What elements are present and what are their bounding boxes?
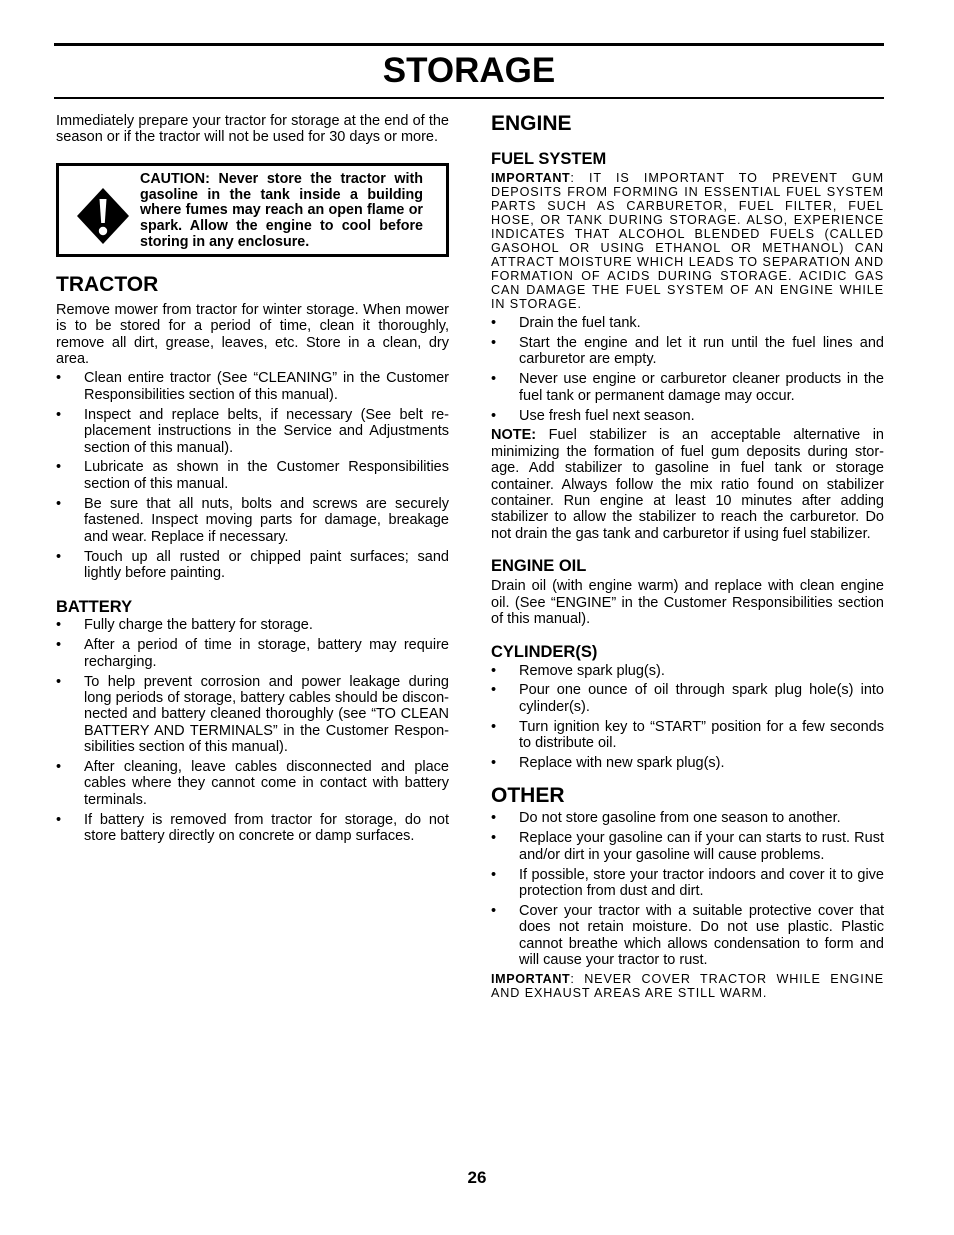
page-title: STORAGE xyxy=(382,51,556,90)
list-item: • Drain the fuel tank. xyxy=(491,315,641,331)
list-item: • Fully charge the battery for storage. xyxy=(56,617,313,634)
caution-text: CAUTION: Never store the tractor with gasoline in the tank inside a building where fumes may reach an open flame or spark. Allow the engine to cool before storing in any enclosure. xyxy=(140,170,423,250)
list-item: • Touch up all rusted or chipped paint surfaces; sand lightly before painting. xyxy=(56,548,449,581)
list-item: • Pour one ounce of oil through spark plug hole(s) into cylinder(s). xyxy=(491,682,884,715)
other-important-note: IMPORTANT: NEVER COVER TRACTOR WHILE ENGINE AND EXHAUST AREAS ARE STILL WARM. xyxy=(491,972,884,1001)
tractor-heading: TRACTOR xyxy=(56,272,159,296)
list-item: • Replace your gasoline can if your can starts to rust. Rust and/or dirt in your gasoline will cause problems. xyxy=(491,830,884,863)
tractor-paragraph: Remove mower from tractor for winter storage. When mower is to be stored for a period of time, clean it thoroughly, remove all dirt, grease, leaves, etc. Store in a clean, dry area. xyxy=(56,301,449,368)
engine-oil-paragraph: Drain oil (with engine warm) and replace with clean engine oil. (See “ENGINE” in the Customer Responsibilities section of this manual). xyxy=(491,578,884,628)
tractor-list xyxy=(56,370,449,581)
list-item: • Cover your tractor with a suitable protective cover that does not retain moisture. Do not use plastic. Plastic cannot breathe which allows condensation to form and will cause your tractor to rust. xyxy=(491,902,884,969)
list-item: • Do not store gasoline from one season to another. xyxy=(491,810,841,827)
fuel-system-list xyxy=(491,315,884,424)
intro-paragraph: Immediately prepare your tractor for storage at the end of the season or if the tractor will not be used for 30 days or more. xyxy=(56,113,449,146)
title-top-rule xyxy=(54,43,884,46)
fuel-system-heading: FUEL SYSTEM xyxy=(491,150,607,168)
list-item: • Be sure that all nuts, bolts and screws are securely fastened. Inspect moving parts for damage, breakage and wear. Replace if necessary. xyxy=(56,495,449,545)
list-item: • If possible, store your tractor indoors and cover it to give protection from dust and dirt. xyxy=(491,866,884,900)
battery-heading: BATTERY xyxy=(56,598,133,617)
left-column xyxy=(56,113,449,848)
list-item: • Turn ignition key to “START” position for a few seconds to distribute oil. xyxy=(491,718,884,752)
warning-exclamation-icon xyxy=(73,186,133,246)
list-item: • Inspect and replace belts, if necessary (See belt re-placement instructions in the Service and Adjustments section of this manual). xyxy=(56,406,449,456)
list-item: • Remove spark plug(s). xyxy=(491,662,665,679)
other-list xyxy=(491,810,884,968)
fuel-stabilizer-note: NOTE: Fuel stabilizer is an acceptable alternative in minimizing the formation of fuel gum deposits during stor-age. Add stabilizer to gasoline in fuel tank or storage container. Always follow the mix ratio found on stabilizer container. Run engine at least 10 minutes after adding stabilizer to allow the stabilizer to reach the carburetor. Do not drain the gas tank and carburetor if using fuel stabilizer. xyxy=(491,427,884,542)
list-item: • Never use engine or carburetor cleaner products in the fuel tank or permanent damage may occur. xyxy=(491,371,884,404)
list-item: • To help prevent corrosion and power leakage during long periods of storage, battery cables should be discon-nected and battery cleaned thoroughly (see “TO CLEAN BATTERY AND TERMINALS” in the Customer Respon-sibilities section of this manual). xyxy=(56,673,449,756)
other-heading: OTHER xyxy=(491,784,565,808)
list-item: • Clean entire tractor (See “CLEANING” in the Customer Responsibilities section of this manual). xyxy=(56,370,449,403)
list-item: • Use fresh fuel next season. xyxy=(491,407,695,424)
list-item: • Start the engine and let it run until the fuel lines and carburetor are empty. xyxy=(491,334,884,368)
list-item: • After cleaning, leave cables disconnected and place cables where they cannot come in contact with battery terminals. xyxy=(56,759,449,808)
engine-oil-heading: ENGINE OIL xyxy=(491,557,587,576)
cylinders-heading: CYLINDER(S) xyxy=(491,642,598,661)
list-item: • If battery is removed from tractor for storage, do not store battery directly on concrete or damp surfaces. xyxy=(56,811,449,845)
fuel-important-note: IMPORTANT: IT IS IMPORTANT TO PREVENT GUM DEPOSITS FROM FORMING IN ESSENTIAL FUEL SYSTEM PARTS SUCH AS CARBURETOR, FUEL FILTER, FUEL HOSE, OR TANK DURING STORAGE. ALSO, EXPERIENCE INDICATES THAT ALCOHOL BLENDED FUELS (CALLED GASOHOL OR USING ETHANOL OR METHANOL) CAN ATTRACT MOISTURE WHICH LEADS TO SEPARATION AND FORMATION OF ACIDS DURING STORAGE. ACIDIC GAS CAN DAMAGE THE FUEL SYSTEM OF AN ENGINE WHILE IN STORAGE. xyxy=(491,171,884,311)
engine-heading: ENGINE xyxy=(491,112,572,135)
list-item: • Replace with new spark plug(s). xyxy=(491,755,725,772)
battery-list xyxy=(56,617,449,844)
title-bottom-rule xyxy=(54,97,884,99)
page-number: 26 xyxy=(467,1168,487,1187)
right-column xyxy=(491,113,884,1000)
cylinders-list xyxy=(491,663,884,772)
list-item: • Lubricate as shown in the Customer Responsibilities section of this manual. xyxy=(56,459,449,492)
list-item: • After a period of time in storage, battery may require recharging. xyxy=(56,637,449,670)
caution-box xyxy=(56,163,449,257)
